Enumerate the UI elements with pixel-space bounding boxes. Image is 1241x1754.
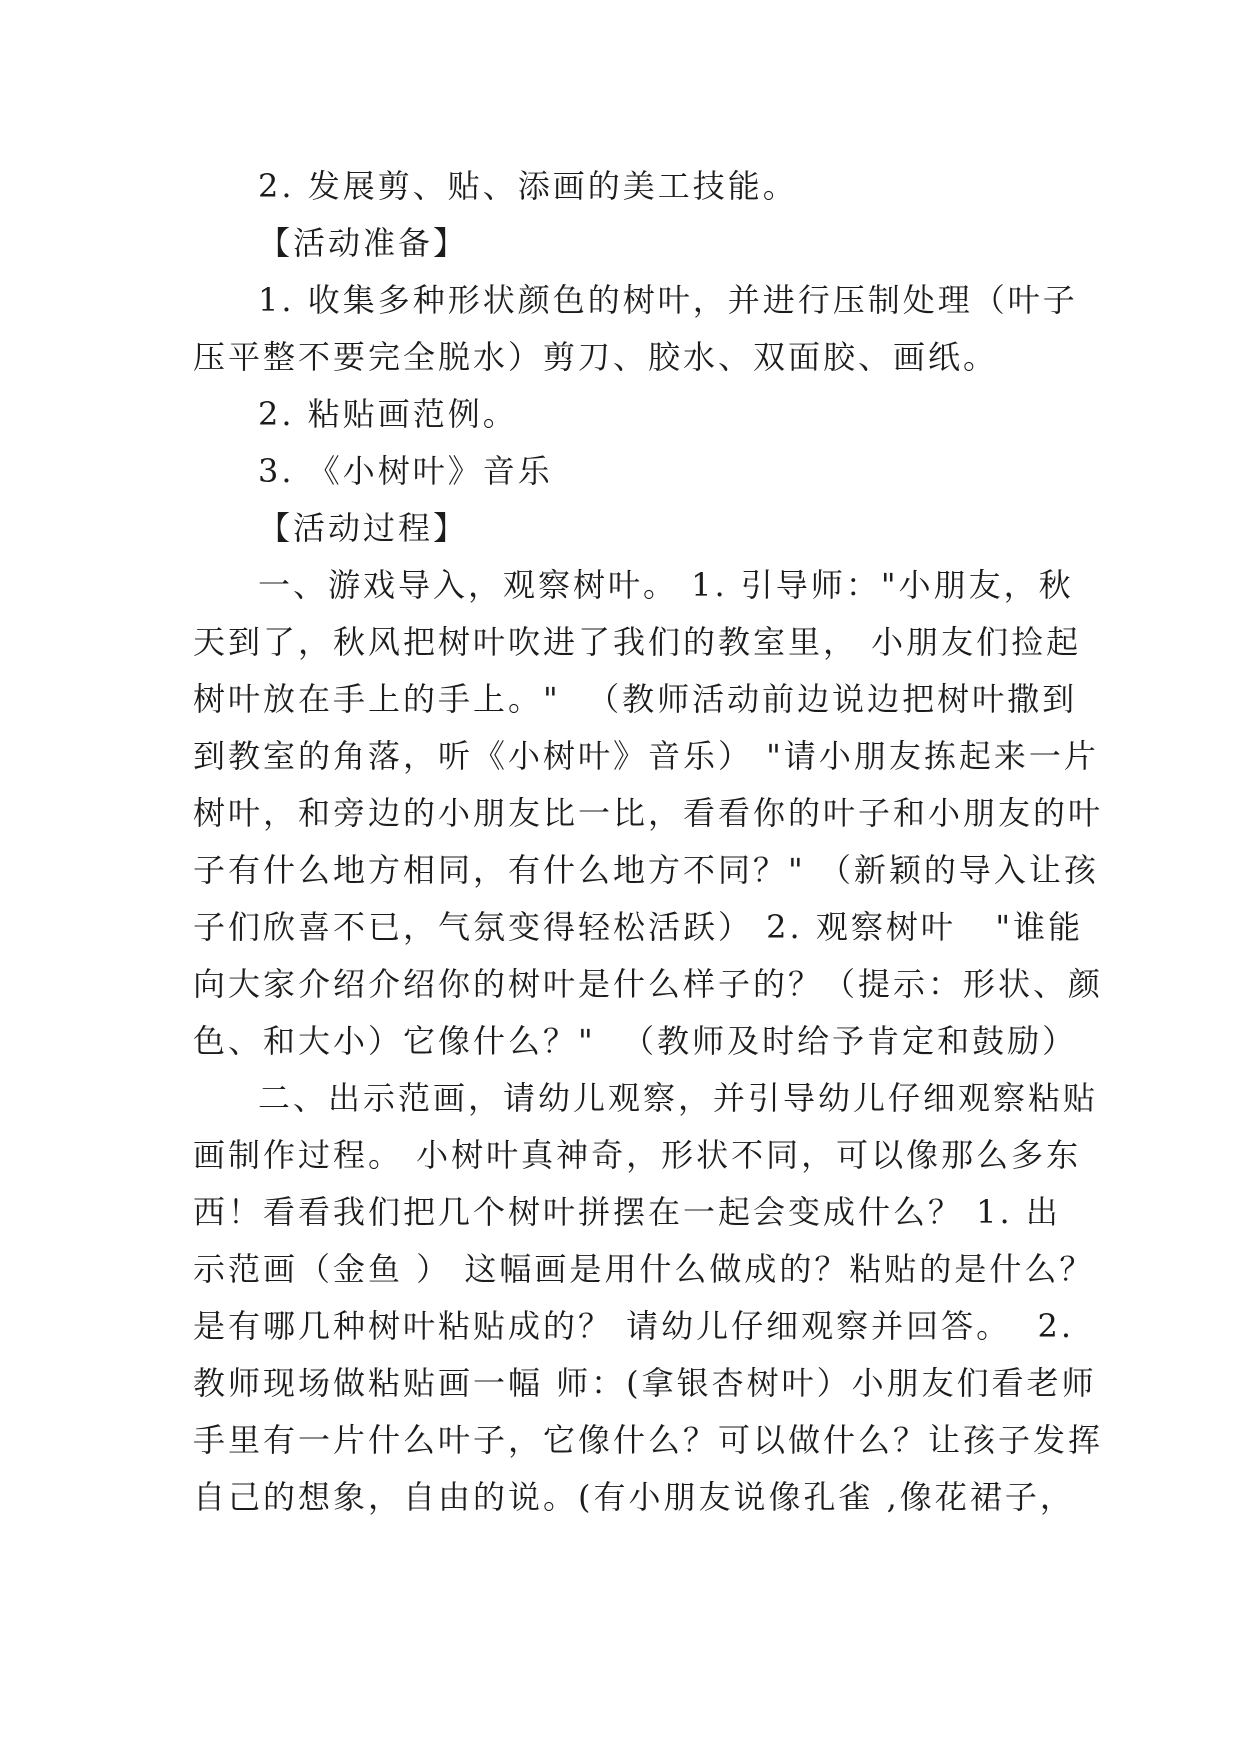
text-line: 手里有一片什么叶子，它像什么？可以做什么？让孩子发挥 bbox=[193, 1421, 1104, 1459]
text-line: 子有什么地方相同，有什么地方不同？" （新颖的导入让孩 bbox=[193, 851, 1099, 889]
text-line: 向大家介绍介绍你的树叶是什么样子的？（提示：形状、颜 bbox=[193, 965, 1104, 1003]
text-line: 子们欣喜不已，气氛变得轻松活跃） 2. 观察树叶 "谁能 bbox=[193, 908, 1084, 946]
text-line: 树叶放在手上的手上。" （教师活动前边说边把树叶撒到 bbox=[193, 680, 1078, 718]
text-line: 1. 收集多种形状颜色的树叶，并进行压制处理（叶子 bbox=[258, 281, 1078, 319]
text-line: 色、和大小）它像什么？" （教师及时给予肯定和鼓励） bbox=[193, 1022, 1078, 1060]
text-line: 到教室的角落，听《小树叶》音乐） "请小朋友拣起来一片 bbox=[193, 737, 1099, 775]
text-line: 一、游戏导入，观察树叶。 1. 引导师："小朋友，秋 bbox=[258, 566, 1074, 604]
section-heading: 【活动过程】 bbox=[258, 509, 469, 547]
text-line: 树叶，和旁边的小朋友比一比，看看你的叶子和小朋友的叶 bbox=[193, 794, 1104, 832]
section-heading: 【活动准备】 bbox=[258, 224, 469, 262]
text-line: 3. 《小树叶》音乐 bbox=[258, 452, 553, 490]
text-line: 是有哪几种树叶粘贴成的？ 请幼儿仔细观察并回答。 2. bbox=[193, 1307, 1075, 1345]
text-line: 二、出示范画，请幼儿观察，并引导幼儿仔细观察粘贴 bbox=[258, 1079, 1099, 1117]
text-line: 西！看看我们把几个树叶拼摆在一起会变成什么？ 1. 出 bbox=[193, 1193, 1061, 1231]
text-line: 教师现场做粘贴画一幅 师：(拿银杏树叶）小朋友们看老师 bbox=[193, 1364, 1097, 1402]
text-line: 压平整不要完全脱水）剪刀、胶水、双面胶、画纸。 bbox=[193, 338, 999, 376]
text-line: 示范画（金鱼 ） 这幅画是用什么做成的？粘贴的是什么？ bbox=[193, 1250, 1095, 1288]
text-line: 2. 发展剪、贴、添画的美工技能。 bbox=[258, 167, 798, 205]
text-line: 自己的想象，自由的说。(有小朋友说像孔雀 ,像花裙子， bbox=[193, 1478, 1075, 1516]
text-line: 画制作过程。 小树叶真神奇，形状不同，可以像那么多东 bbox=[193, 1136, 1082, 1174]
text-line: 天到了，秋风把树叶吹进了我们的教室里， 小朋友们捡起 bbox=[193, 623, 1082, 661]
text-line: 2. 粘贴画范例。 bbox=[258, 395, 518, 433]
